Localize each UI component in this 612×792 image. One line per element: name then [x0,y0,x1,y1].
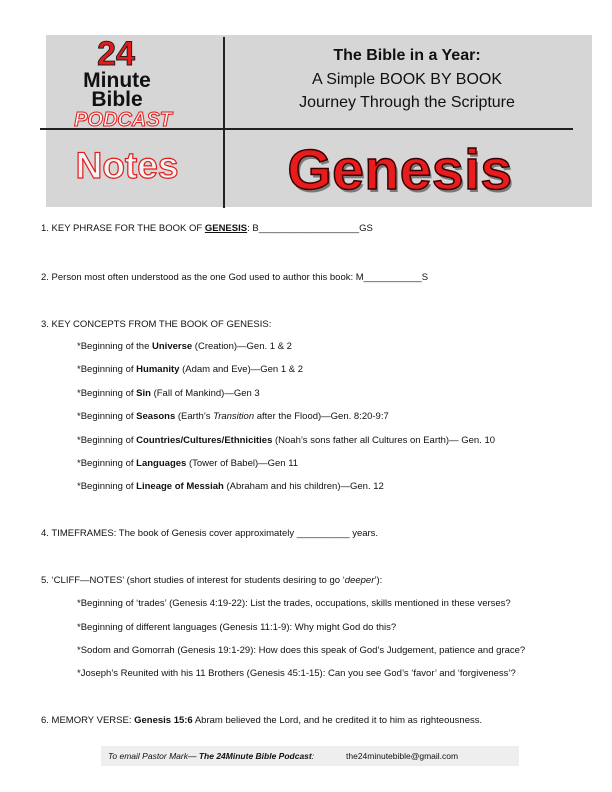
footer-email[interactable]: the24minutebible@gmail.com [346,751,459,761]
cliff-note-item: *Joseph’s Reunited with his 11 Brothers (Genesis 45:1-15): Can you see God’s ‘favor’ and ‘forgiveness’? [77,668,516,679]
logo-number: 24 [97,35,135,73]
concept-item: *Beginning of Lineage of Messiah (Abraham and his children)—Gen. 12 [77,481,384,492]
cliff-note-item: *Sodom and Gomorrah (Genesis 19:1-29): How does this speak of God’s Judgement, patience and grace? [77,645,526,656]
key-phrase-prefix: 1. KEY PHRASE FOR THE BOOK OF [41,223,205,234]
cliff-note-item: *Beginning of different languages (Genesis 11:1-9): Why might God do this? [77,622,397,633]
key-concepts-heading: 3. KEY CONCEPTS FROM THE BOOK OF GENESIS: [41,319,272,330]
header-title: The Bible in a Year: [333,47,481,64]
cliff-note-item: *Beginning of ‘trades’ (Genesis 4:19-22): List the trades, occupations, skills mentioned in these verses? [77,598,511,609]
key-phrase-question [41,222,373,235]
key-phrase-blank: : B___________________GS [247,223,373,234]
concept-item: *Beginning of Humanity (Adam and Eve)—Gen 1 & 2 [77,364,304,375]
header-vertical-divider [223,37,225,208]
footer-contact: To email Pastor Mark— The 24Minute Bible Podcast: [108,751,315,761]
author-question: 2. Person most often understood as the one God used to author this book: M___________S [41,272,429,283]
notes-label: Notes [75,145,179,186]
cliff-notes-heading: 5. ‘CLIFF—NOTES’ (short studies of interest for students desiring to go ‘deeper’): [41,575,383,586]
logo-podcast: PODCAST [74,109,172,131]
memory-verse: 6. MEMORY VERSE: Genesis 15:6 Abram believed the Lord, and he credited it to him as righteousness. [41,715,483,726]
header-subtitle-1: A Simple BOOK BY BOOK [312,71,502,88]
logo-minute: Minute [83,69,151,92]
concept-item: *Beginning of Seasons (Earth’s Transition after the Flood)—Gen. 8:20-9:7 [77,411,389,422]
concept-item: *Beginning of the Universe (Creation)—Gen. 1 & 2 [77,341,292,352]
footer-bar [101,746,519,766]
logo-bible: Bible [91,88,143,111]
concept-item: *Beginning of Countries/Cultures/Ethnicities (Noah’s sons father all Cultures on Earth)— Gen. 10 [77,435,496,446]
concept-item: *Beginning of Sin (Fall of Mankind)—Gen 3 [77,388,260,399]
book-title: Genesis [287,138,513,202]
timeframes-question: 4. TIMEFRAMES: The book of Genesis cover approximately __________ years. [41,528,379,539]
key-phrase-book: GENESIS [204,223,248,234]
concept-item: *Beginning of Languages (Tower of Babel)—Gen 11 [77,458,299,469]
header-subtitle-2: Journey Through the Scripture [299,94,515,111]
